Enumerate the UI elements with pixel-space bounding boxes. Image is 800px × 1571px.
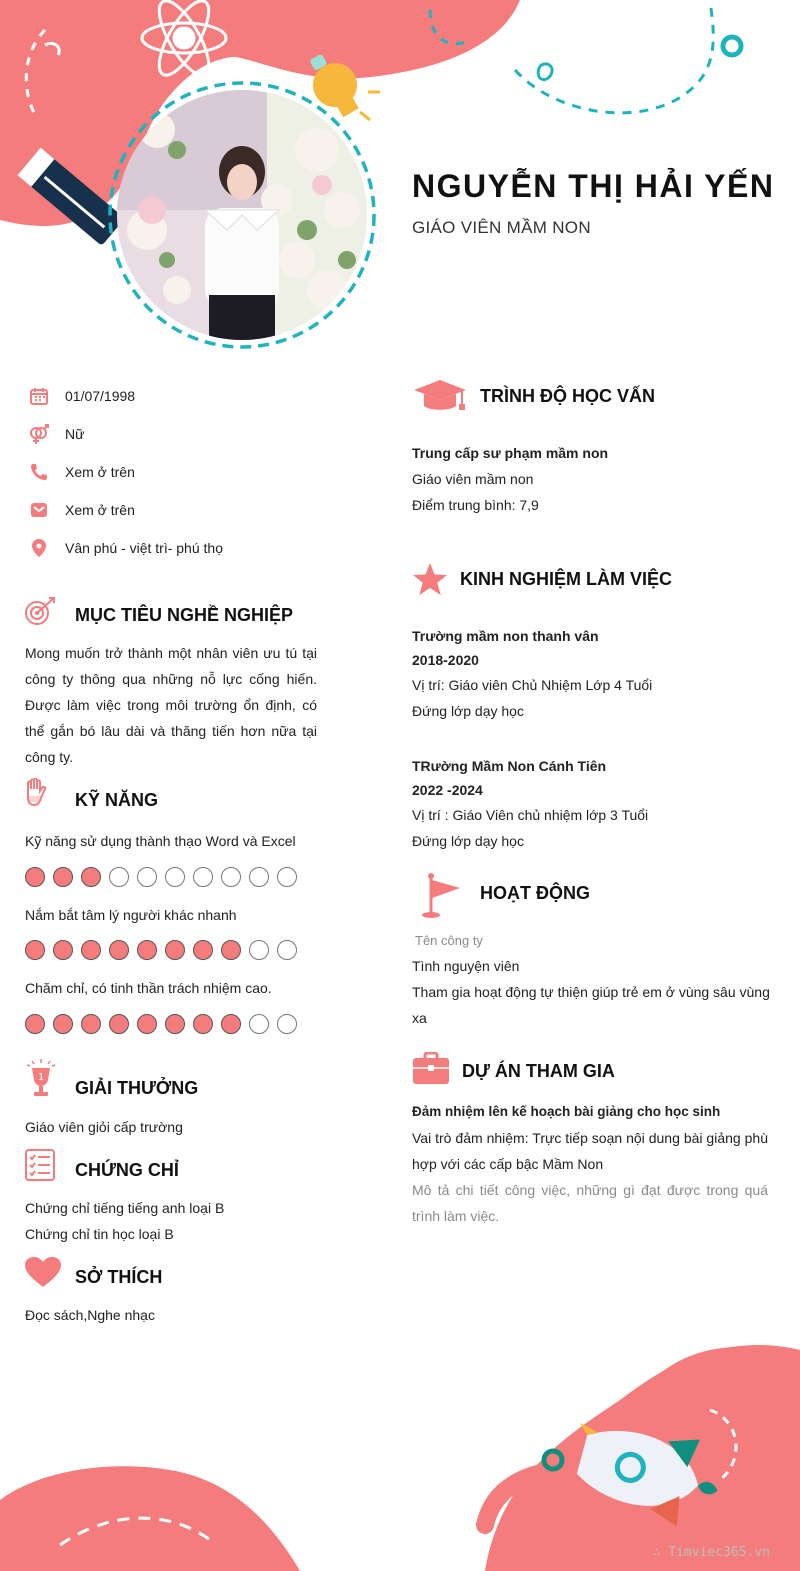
target-icon [24, 596, 58, 633]
profile-photo [117, 90, 367, 340]
rating-dot-filled [221, 940, 241, 960]
rating-dot-filled [81, 1014, 101, 1034]
hobbies-title: SỞ THÍCH [75, 1267, 163, 1287]
education-school: Trung cấp sư phạm mầm non [412, 445, 609, 461]
star-icon [412, 562, 448, 601]
calendar-icon [28, 385, 50, 407]
certificate-item: Chứng chỉ tiếng tiếng anh loại B [25, 1200, 225, 1216]
skill-rating [25, 1014, 297, 1034]
rating-dot-empty [277, 940, 297, 960]
rating-dot-filled [137, 1014, 157, 1034]
experience-period: 2018-2020 [412, 652, 479, 668]
project-desc: Mô tả chi tiết công việc, những gì đạt được trong quá trình làm việc. [412, 1182, 768, 1224]
location-pin-icon [28, 537, 50, 559]
activity-desc: Tham gia hoạt động tự thiện giúp trẻ em ở vùng sâu vùng xa [412, 984, 770, 1026]
rating-dot-empty [137, 867, 157, 887]
graduation-cap-icon [412, 378, 468, 421]
experience-period: 2022 -2024 [412, 782, 483, 798]
certificate-item: Chứng chỉ tin học loại B [25, 1226, 174, 1242]
candidate-role: GIÁO VIÊN MẦM NON [412, 218, 591, 237]
education-gpa: Điểm trung bình: 7,9 [412, 497, 539, 513]
gender-text: Nữ [65, 426, 85, 442]
skill-name: Chăm chỉ, có tinh thần trách nhiệm cao. [25, 980, 272, 996]
experience-title: KINH NGHIỆM LÀM VIỆC [460, 569, 673, 589]
experience-position: Vị trí : Giáo Viên chủ nhiệm lớp 3 Tuổi [412, 807, 649, 823]
rating-dot-empty [193, 867, 213, 887]
flag-icon [420, 872, 462, 925]
activity-org: Tên công ty [415, 933, 483, 948]
skill-name: Nắm bắt tâm lý người khác nhanh [25, 907, 237, 923]
skills-title: KỸ NĂNG [75, 790, 159, 810]
briefcase-icon [412, 1052, 450, 1091]
rating-dot-filled [53, 1014, 73, 1034]
phone-text: Xem ở trên [65, 464, 135, 480]
gender-icon [28, 423, 50, 445]
rating-dot-filled [81, 867, 101, 887]
rating-dot-filled [221, 1014, 241, 1034]
contact-birthday [28, 384, 136, 408]
contact-phone [28, 460, 135, 484]
phone-icon [28, 461, 50, 483]
rating-dot-filled [53, 867, 73, 887]
heart-icon [24, 1256, 62, 1293]
experience-desc: Đứng lớp dạy học [412, 833, 524, 849]
checklist-icon [24, 1148, 56, 1187]
contact-address [28, 536, 223, 560]
rating-dot-filled [25, 1014, 45, 1034]
objective-text: Mong muốn trở thành một nhân viên ưu tú tại công ty thông qua những nỗ lực cống hiến. Được làm việc trong môi trường ổn định, có thể gắn bó lâu dài và thăng tiến hơn nữa tại công ty. [25, 645, 317, 765]
hand-icon [24, 778, 48, 813]
birthday-text: 01/07/1998 [65, 388, 136, 404]
trophy-icon [24, 1058, 58, 1103]
awards-title: GIẢI THƯỞNG [75, 1078, 199, 1098]
skill-name: Kỹ năng sử dụng thành thạo Word và Excel [25, 833, 296, 849]
experience-position: Vị trí: Giáo viên Chủ Nhiệm Lớp 4 Tuổi [412, 677, 653, 693]
rating-dot-filled [137, 940, 157, 960]
rating-dot-filled [109, 940, 129, 960]
rating-dot-empty [109, 867, 129, 887]
rating-dot-filled [81, 940, 101, 960]
rating-dot-empty [249, 940, 269, 960]
rating-dot-empty [277, 867, 297, 887]
experience-company: TRường Mầm Non Cánh Tiên [412, 758, 607, 774]
rating-dot-empty [277, 1014, 297, 1034]
activities-title: HOẠT ĐỘNG [480, 883, 590, 903]
activity-role: Tình nguyện viên [412, 958, 520, 974]
rating-dot-filled [25, 867, 45, 887]
rating-dot-filled [109, 1014, 129, 1034]
project-role: Vai trò đảm nhiệm: Trực tiếp soạn nội dung bài giảng phù hợp với các cấp bậc Mầm Non [412, 1130, 768, 1172]
education-major: Giáo viên mầm non [412, 471, 534, 487]
experience-company: Trường mầm non thanh vân [412, 628, 599, 644]
education-title: TRÌNH ĐỘ HỌC VẤN [480, 386, 655, 406]
rating-dot-filled [193, 940, 213, 960]
candidate-name: NGUYỄN THỊ HẢI YẾN [412, 168, 775, 204]
rating-dot-empty [165, 867, 185, 887]
svg-text:1: 1 [37, 1072, 45, 1083]
certificates-title: CHỨNG CHỈ [75, 1160, 179, 1180]
watermark: ∴ Timviec365.vn [652, 1545, 770, 1560]
projects-title: DỰ ÁN THAM GIA [462, 1061, 615, 1081]
objective-title: MỤC TIÊU NGHỀ NGHIỆP [75, 605, 294, 625]
rating-dot-empty [221, 867, 241, 887]
rating-dot-filled [165, 1014, 185, 1034]
address-text: Vân phú - việt trì- phú thọ [65, 540, 223, 556]
email-text: Xem ở trên [65, 502, 135, 518]
rating-dot-filled [193, 1014, 213, 1034]
contact-gender [28, 422, 85, 446]
rating-dot-filled [25, 940, 45, 960]
hobbies-text: Đọc sách,Nghe nhạc [25, 1307, 155, 1323]
contact-email [28, 498, 135, 522]
project-name: Đảm nhiệm lên kế hoạch bài giảng cho học sinh [412, 1104, 721, 1119]
rating-dot-empty [249, 867, 269, 887]
award-item: Giáo viên giỏi cấp trường [25, 1119, 183, 1135]
email-icon [28, 499, 50, 521]
rating-dot-filled [53, 940, 73, 960]
rating-dot-empty [249, 1014, 269, 1034]
rating-dot-filled [165, 940, 185, 960]
skill-rating [25, 867, 297, 887]
experience-desc: Đứng lớp dạy học [412, 703, 524, 719]
skill-rating [25, 940, 297, 960]
